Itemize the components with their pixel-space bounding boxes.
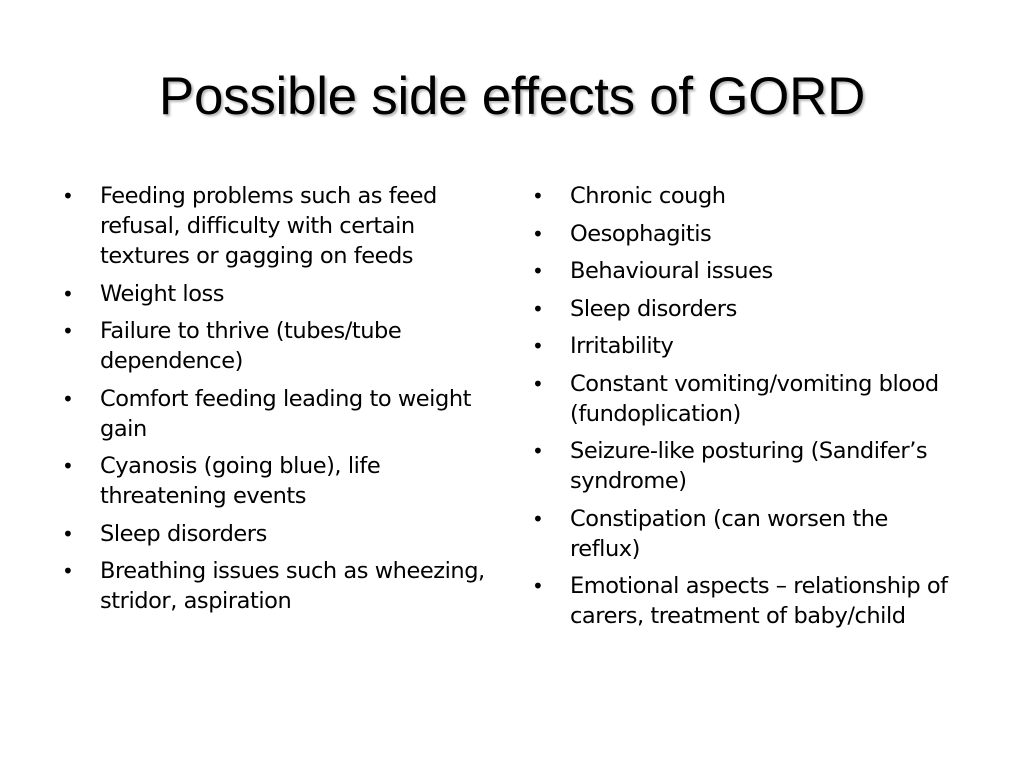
bullet-icon: • <box>532 371 544 396</box>
bullet-icon: • <box>532 184 544 208</box>
list-item-text: Chronic cough <box>570 183 726 209</box>
bullet-icon: • <box>62 386 74 411</box>
list-item-text: Sleep disorders <box>570 295 737 322</box>
right-bullet-list <box>532 181 964 639</box>
list-item <box>62 519 502 549</box>
list-item-text: Constant vomiting/vomiting blood (fundoplication) <box>570 370 939 427</box>
list-item <box>62 556 502 616</box>
list-item <box>62 384 502 444</box>
list-item <box>532 256 964 286</box>
bullet-icon: • <box>532 439 544 463</box>
list-item <box>532 571 964 631</box>
bullet-icon: • <box>62 559 74 583</box>
list-item <box>532 504 964 564</box>
list-item-text: Oesophagitis <box>570 220 712 247</box>
list-item-text: Feeding problems such as feed refusal, difficulty with certain textures or gagging on feeds <box>100 183 437 269</box>
list-item-text: Emotional aspects – relationship of carers, treatment of baby/child <box>570 573 948 629</box>
list-item-text: Cyanosis (going blue), life threatening events <box>100 453 381 509</box>
bullet-icon: • <box>532 259 544 283</box>
list-item <box>62 451 502 511</box>
bullet-icon: • <box>62 319 74 343</box>
list-item <box>532 181 964 211</box>
list-item <box>532 219 964 249</box>
list-item-text: Failure to thrive (tubes/tube dependence) <box>100 318 402 374</box>
list-item-text: Seizure-like posturing (Sandifer’s syndrome) <box>570 438 928 494</box>
list-item-text: Sleep disorders <box>100 520 267 547</box>
list-item-text: Comfort feeding leading to weight gain <box>100 385 472 442</box>
bullet-icon: • <box>62 521 74 546</box>
bullet-icon: • <box>532 574 544 598</box>
list-item <box>532 436 964 496</box>
bullet-icon: • <box>532 221 544 246</box>
list-item <box>532 369 964 429</box>
bullet-icon: • <box>532 334 544 358</box>
bullet-icon: • <box>532 506 544 531</box>
bullet-icon: • <box>532 296 544 321</box>
list-item <box>62 316 502 376</box>
list-item <box>62 279 502 309</box>
bullet-icon: • <box>62 454 74 478</box>
list-item <box>62 181 502 271</box>
list-item-text: Constipation (can worsen the reflux) <box>570 505 888 562</box>
list-item <box>532 294 964 324</box>
slide-title: Possible side effects of GORD <box>158 67 866 126</box>
list-item-text: Irritability <box>570 333 674 359</box>
bullet-icon: • <box>62 281 74 306</box>
list-item <box>532 331 964 361</box>
list-item-text: Weight loss <box>100 280 225 307</box>
list-item-text: Breathing issues such as wheezing, stridor, aspiration <box>100 558 485 614</box>
bullet-icon: • <box>62 184 74 208</box>
list-item-text: Behavioural issues <box>570 258 773 284</box>
left-bullet-list <box>62 181 502 624</box>
